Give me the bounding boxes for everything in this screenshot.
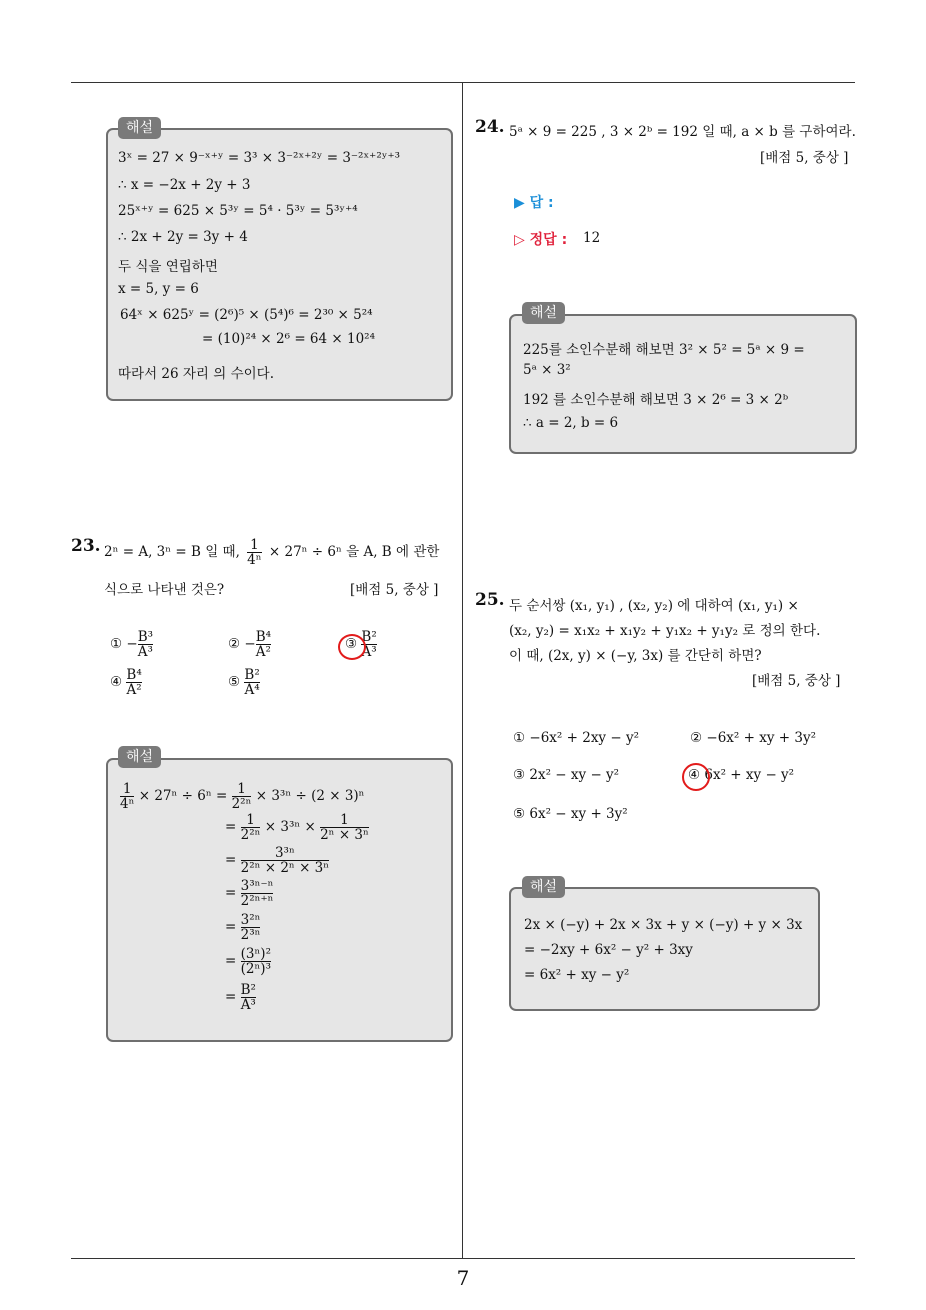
q22-sol-line-3: 25ˣ⁺ʸ = 625 × 5³ʸ = 5⁴ · 5³ʸ = 5³ʸ⁺⁴ — [118, 203, 358, 219]
q23-selected-circle — [338, 634, 366, 660]
q24-solution-box — [509, 314, 857, 454]
q25-option-3[interactable]: ③ 2x² − xy − y² — [513, 767, 620, 783]
q24-points: [배점 5, 중상 ] — [760, 150, 849, 166]
q25-sol-line-3: = 6x² + xy − y² — [524, 967, 630, 983]
q25-selected-circle — [682, 763, 710, 791]
q24-sol-line-3: 192 를 소인수분해 해보면 3 × 2⁶ = 3 × 2ᵇ — [523, 392, 789, 408]
q22-sol-line-1: 3ˣ = 27 × 9⁻ˣ⁺ʸ = 3³ × 3⁻²ˣ⁺²ʸ = 3⁻²ˣ⁺²ʸ⁺³ — [118, 150, 400, 166]
top-rule — [71, 82, 855, 83]
q23-sol-row-3: = $\frac{\text{3³ⁿ}}{\text{2²ⁿ × 2ⁿ × 3ⁿ}}$ — [225, 845, 330, 876]
q25-sol-line-2: = −2xy + 6x² − y² + 3xy — [524, 942, 693, 958]
q25-question-line-1: 두 순서쌍 (x₁, y₁) , (x₂, y₂) 에 대하여 (x₁, y₁) × — [509, 598, 799, 614]
q22-sol-line-7: 64ˣ × 625ʸ = (2⁶)⁵ × (5⁴)⁶ = 2³⁰ × 5²⁴ — [120, 307, 373, 323]
q24-sol-line-1: 225를 소인수분해 해보면 3² × 5² = 5ᵃ × 9 = — [523, 342, 805, 358]
q23-solution-box — [106, 758, 453, 1042]
q25-number: 25. — [475, 590, 505, 610]
q22-sol-line-4: ∴ 2x + 2y = 3y + 4 — [118, 229, 248, 245]
page-number: 7 — [456, 1266, 470, 1290]
q24-number: 24. — [475, 117, 505, 137]
q22-sol-line-9: 따라서 26 자리 의 수이다. — [118, 366, 275, 382]
q23-option-1[interactable]: ① − $\frac{\text{B³}}{\text{A³}}$ — [110, 629, 154, 660]
q25-option-4[interactable]: ④ 6x² + xy − y² — [688, 767, 795, 783]
q24-correct-label: ▷ 정답 : — [514, 232, 568, 248]
q22-solution-tag: 해설 — [118, 117, 161, 139]
q24-correct-value: 12 — [583, 230, 601, 246]
q25-points: [배점 5, 중상 ] — [752, 673, 841, 689]
q23-sol-row-2: = $\frac{1}{\text{2²ⁿ}}$ × 3³ⁿ × $\frac{1}{\text{2ⁿ × 3ⁿ}}$ — [225, 812, 369, 843]
bottom-rule — [71, 1258, 855, 1259]
q23-option-2[interactable]: ② − $\frac{\text{B⁴}}{\text{A²}}$ — [228, 629, 272, 660]
q25-sol-line-1: 2x × (−y) + 2x × 3x + y × (−y) + y × 3x — [524, 917, 803, 933]
q24-solution-tag: 해설 — [522, 302, 565, 324]
q25-question-line-3: 이 때, (2x, y) × (−y, 3x) 를 간단히 하면? — [509, 648, 762, 664]
q22-sol-line-8: = (10)²⁴ × 2⁶ = 64 × 10²⁴ — [202, 331, 376, 347]
q24-sol-line-2: 5ᵃ × 3² — [523, 362, 571, 378]
q23-sol-row-6: = $\frac{\text{(3ⁿ)²}}{\text{(2ⁿ)³}}$ — [225, 946, 271, 977]
q22-sol-line-6: x = 5, y = 6 — [118, 281, 199, 297]
q24-sol-line-4: ∴ a = 2, b = 6 — [523, 415, 619, 431]
q24-question: 5ᵃ × 9 = 225 , 3 × 2ᵇ = 192 일 때, a × b 를 구하여라. — [509, 124, 856, 140]
q25-option-1[interactable]: ① −6x² + 2xy − y² — [513, 730, 639, 746]
q23-sol-row-4: = $\frac{\text{3³ⁿ⁻ⁿ}}{\text{2²ⁿ⁺ⁿ}}$ — [225, 878, 274, 909]
q23-sol-row-1: $\frac{1}{\text{4ⁿ}}$ × 27ⁿ ÷ 6ⁿ = $\frac{1}{\text{2²ⁿ}}$ × 3³ⁿ ÷ (2 × 3)ⁿ — [120, 781, 365, 812]
q22-sol-line-2: ∴ x = −2x + 2y + 3 — [118, 177, 251, 193]
q25-option-5[interactable]: ⑤ 6x² − xy + 3y² — [513, 806, 628, 822]
q23-option-4[interactable]: ④ $\frac{\text{B⁴}}{\text{A²}}$ — [110, 667, 142, 698]
q22-sol-line-5: 두 식을 연립하면 — [118, 259, 218, 275]
q22-solution-box — [106, 128, 453, 401]
q23-option-5[interactable]: ⑤ $\frac{\text{B²}}{\text{A⁴}}$ — [228, 667, 260, 698]
q23-sol-row-7: = $\frac{\text{B²}}{\text{A³}}$ — [225, 982, 256, 1013]
q25-solution-tag: 해설 — [522, 876, 565, 898]
q23-sol-row-5: = $\frac{\text{3²ⁿ}}{\text{2³ⁿ}}$ — [225, 912, 261, 943]
q25-question-line-2: (x₂, y₂) = x₁x₂ + x₁y₂ + y₁x₂ + y₁y₂ 로 정의 한다. — [509, 623, 821, 639]
q23-question-line-2: 식으로 나타낸 것은? — [104, 582, 225, 598]
column-divider — [462, 83, 463, 1259]
q23-points: [배점 5, 중상 ] — [350, 582, 439, 598]
q23-question-fraction: $\frac{1}{\text{4ⁿ}}$ — [247, 537, 262, 568]
q23-number: 23. — [71, 536, 101, 556]
q25-solution-box — [509, 887, 820, 1011]
q23-solution-tag: 해설 — [118, 746, 161, 768]
q25-option-2[interactable]: ② −6x² + xy + 3y² — [690, 730, 816, 746]
q23-option-3[interactable]: ③ $\frac{\text{B²}}{\text{A³}}$ — [345, 629, 377, 660]
q23-question-line-1: 2ⁿ = A, 3ⁿ = B 일 때, $\frac{1}{\text{4ⁿ}}$ × 27ⁿ ÷ 6ⁿ 을 A, B 에 관한 — [104, 537, 440, 568]
q24-answer-label: ▶ 답 : — [514, 195, 554, 211]
